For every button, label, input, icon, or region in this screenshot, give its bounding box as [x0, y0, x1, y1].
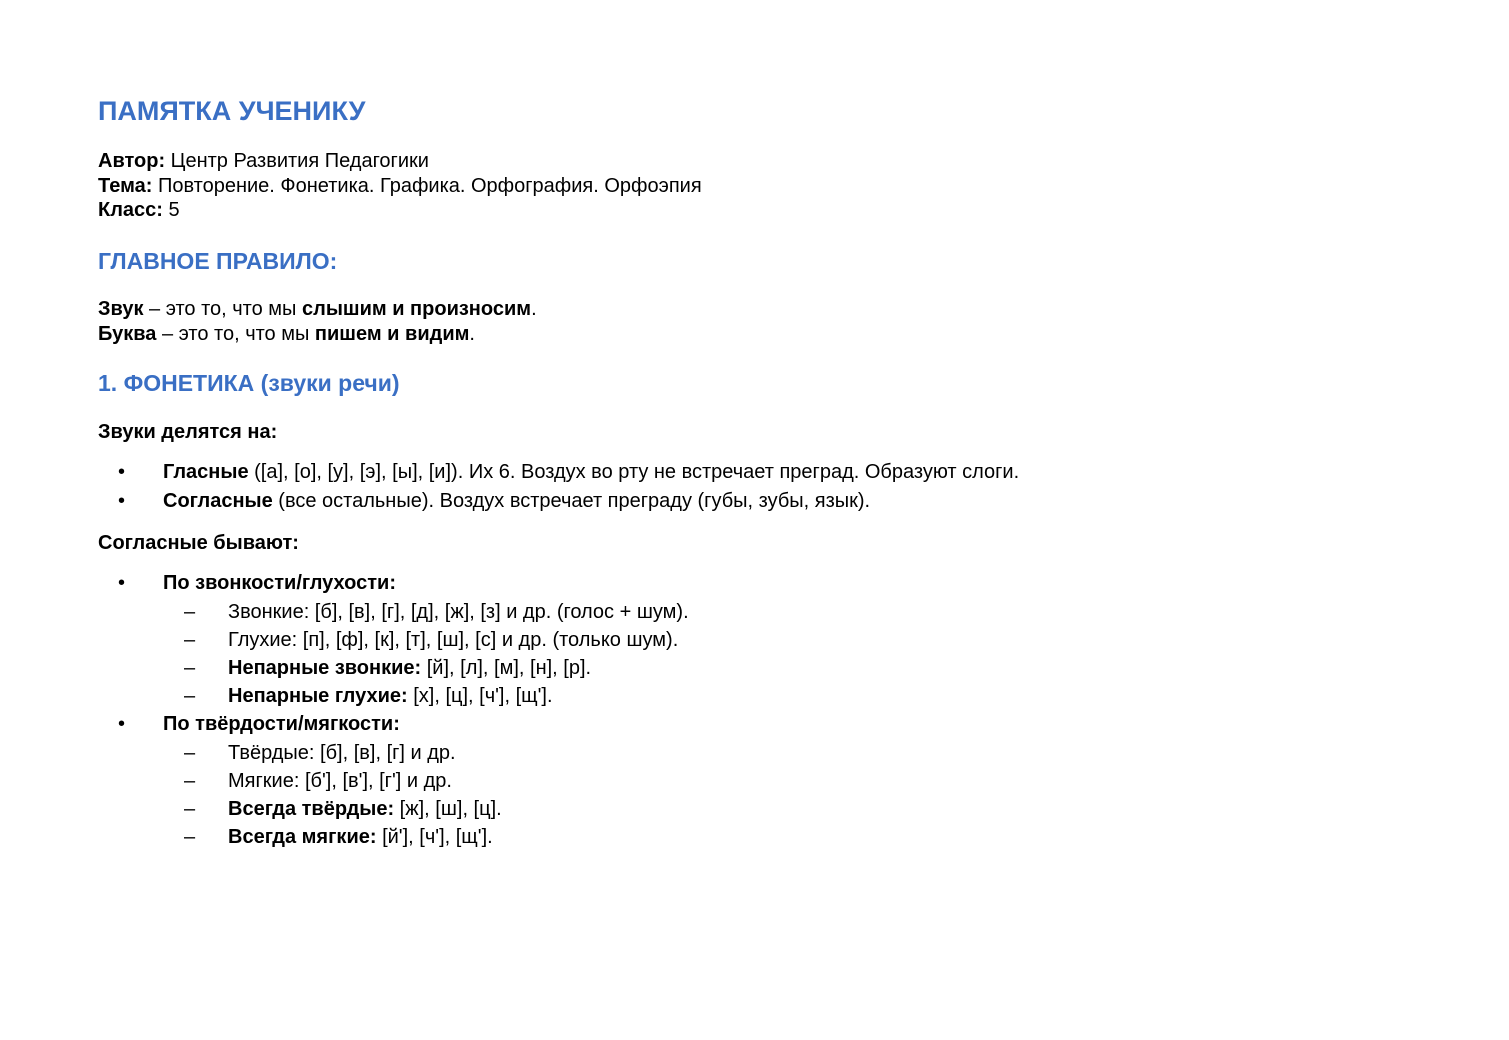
rule-sound-term: Звук	[98, 298, 144, 320]
list-item-text: ([а], [о], [у], [э], [ы], [и]). Их 6. Воздух во рту не встречает преград. Образуют слоги.	[248, 461, 1020, 483]
list-item	[98, 795, 689, 823]
list-item-text: [ж], [ш], [ц].	[394, 798, 502, 821]
bullet-mark: •	[118, 572, 126, 594]
rule-letter-mid: – это то, что мы	[156, 323, 315, 345]
list-item	[98, 823, 689, 851]
bullet-mark: •	[118, 461, 126, 483]
meta-block	[98, 149, 702, 223]
meta-topic-label: Тема:	[98, 174, 153, 197]
list-item-text: Звонкие: [б], [в], [г], [д], [ж], [з] и др. (голос + шум).	[228, 600, 689, 623]
dash-mark: –	[184, 770, 196, 793]
list-item-text: [й'], [ч'], [щ'].	[376, 826, 493, 849]
bullet-mark: •	[118, 489, 126, 512]
list-item-text: Мягкие: [б'], [в'], [г'] и др.	[228, 770, 452, 793]
list-item	[98, 682, 689, 710]
dash-mark: –	[184, 741, 196, 764]
list-item-text: (все остальные). Воздух встречает преграду (губы, зубы, язык).	[272, 489, 871, 512]
divide-label: Звуки делятся на:	[98, 421, 278, 443]
meta-topic-value: Повторение. Фонетика. Графика. Орфография. Орфоэпия	[152, 174, 702, 197]
list-item	[98, 598, 689, 626]
dash-mark: –	[184, 656, 196, 679]
rule-sound-bold: слышим и произносим	[301, 298, 532, 320]
list-item-term: Непарные звонкие:	[228, 656, 422, 679]
hardness-heading: По твёрдости/мягкости:	[163, 713, 400, 736]
list-item-term: Гласные	[163, 461, 249, 483]
rule-letter-bold: пишем и видим	[314, 323, 470, 345]
meta-class	[98, 198, 702, 223]
page-title: ПАМЯТКА УЧЕНИКУ	[98, 96, 366, 126]
list-item-text: Глухие: [п], [ф], [к], [т], [ш], [с] и др. (только шум).	[228, 628, 679, 651]
dash-mark: –	[184, 600, 196, 623]
list-item	[98, 739, 689, 767]
meta-class-value: 5	[162, 199, 180, 221]
sound-types-list	[98, 458, 1019, 515]
list-item-term: Непарные глухие:	[228, 685, 408, 708]
phonetics-heading: 1. ФОНЕТИКА (звуки речи)	[98, 370, 400, 396]
voicing-list	[98, 598, 689, 711]
list-item	[98, 626, 689, 654]
dash-mark: –	[184, 685, 196, 708]
list-item-text: [х], [ц], [ч'], [щ'].	[407, 685, 553, 708]
rule-sound-end: .	[531, 298, 537, 320]
list-item	[98, 767, 689, 795]
meta-topic	[98, 174, 702, 199]
dash-mark: –	[184, 826, 196, 849]
list-item	[98, 458, 1019, 487]
main-rule-text	[98, 297, 537, 347]
list-item-term: Всегда твёрдые:	[228, 798, 395, 821]
rule-letter-end: .	[469, 323, 475, 345]
main-rule-heading: ГЛАВНОЕ ПРАВИЛО:	[98, 248, 338, 274]
meta-author-value: Центр Развития Педагогики	[165, 150, 429, 172]
rule-sound-mid: – это то, что мы	[143, 298, 302, 320]
list-item	[98, 487, 1019, 516]
consonant-categories-list	[98, 569, 689, 852]
list-item	[98, 654, 689, 682]
rule-sound	[98, 297, 537, 322]
list-item-voicing	[98, 569, 689, 710]
meta-author-label: Автор:	[98, 150, 166, 172]
dash-mark: –	[184, 628, 196, 651]
consonants-label: Согласные бывают:	[98, 532, 299, 554]
list-item-text: Твёрдые: [б], [в], [г] и др.	[228, 741, 456, 764]
list-item-term: Согласные	[163, 489, 273, 512]
meta-author	[98, 149, 702, 174]
rule-letter	[98, 322, 537, 347]
meta-class-label: Класс:	[98, 199, 163, 221]
list-item-text: [й], [л], [м], [н], [р].	[421, 656, 592, 679]
list-item-term: Всегда мягкие:	[228, 826, 377, 849]
bullet-mark: •	[118, 713, 126, 736]
list-item-hardness	[98, 710, 689, 851]
voicing-heading: По звонкости/глухости:	[163, 572, 396, 594]
hardness-list	[98, 739, 689, 852]
rule-letter-term: Буква	[98, 323, 157, 345]
dash-mark: –	[184, 798, 196, 821]
